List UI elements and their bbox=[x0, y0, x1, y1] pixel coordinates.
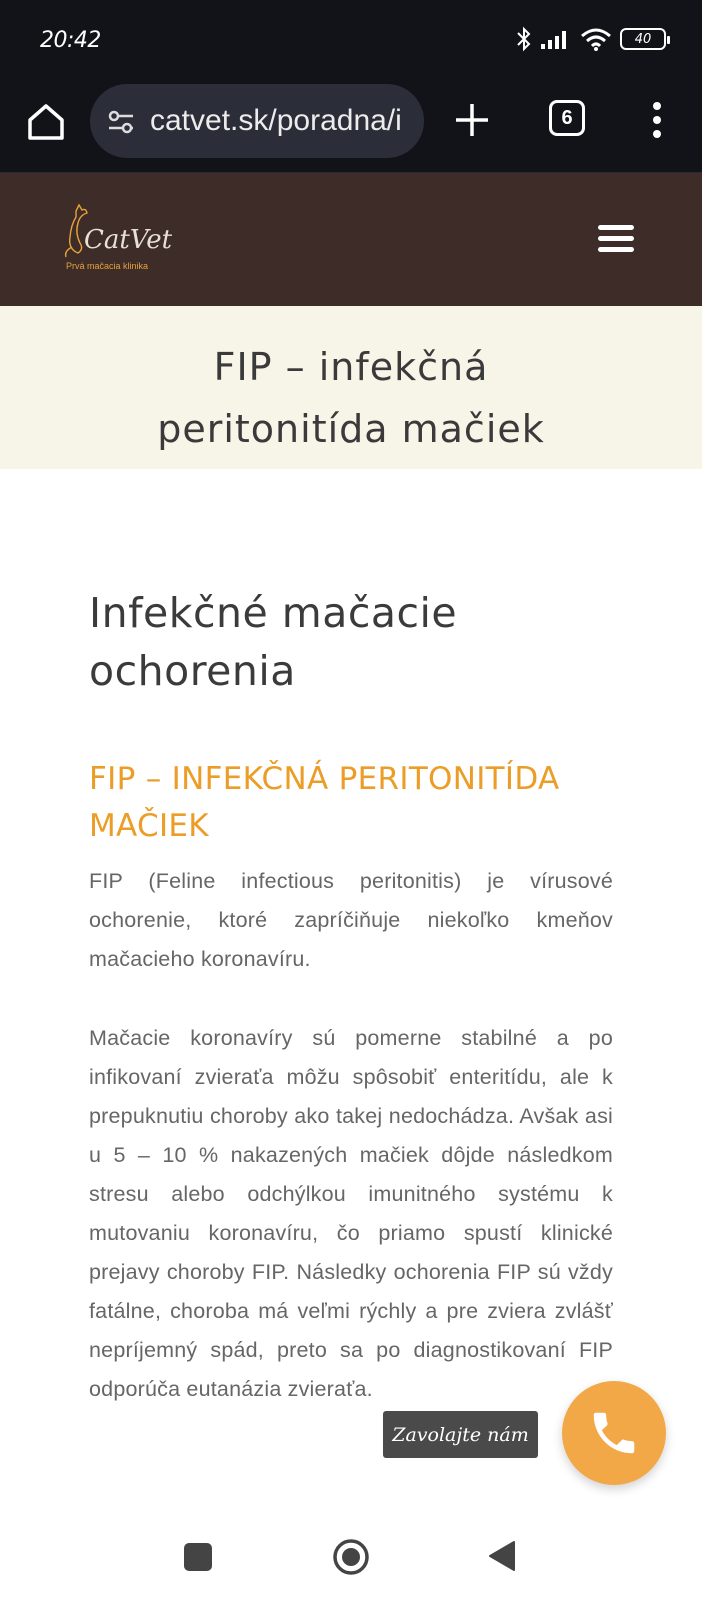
tabs-icon[interactable] bbox=[549, 100, 585, 136]
home-icon[interactable] bbox=[24, 100, 68, 144]
url-text[interactable]: catvet.sk/poradna/i bbox=[150, 104, 402, 137]
status-bar bbox=[0, 0, 702, 80]
system-nav-bar bbox=[0, 1513, 702, 1600]
article-paragraph-1: FIP (Feline infectious peritonitis) je vírusové ochorenie, ktoré zapríčiňuje niekoľko kmeňov mačacieho koronavíru. bbox=[89, 869, 613, 971]
tab-count: 6 bbox=[561, 106, 573, 129]
new-tab-icon[interactable] bbox=[452, 98, 492, 142]
page-title-band bbox=[0, 306, 702, 469]
hamburger-icon[interactable] bbox=[598, 225, 634, 255]
recents-icon[interactable] bbox=[184, 1543, 212, 1571]
category-heading: Infekčné mačacie ochorenia bbox=[89, 589, 458, 695]
site-header bbox=[0, 173, 702, 306]
catvet-logo[interactable] bbox=[62, 203, 173, 277]
page-title bbox=[0, 336, 702, 460]
logo-tagline: Prvá mačacia klinika bbox=[66, 261, 149, 271]
bluetooth-icon bbox=[516, 26, 532, 52]
phone-icon bbox=[587, 1406, 641, 1460]
article-heading: FIP – INFEKČNÁ PERITONITÍDA MAČIEK bbox=[89, 761, 560, 844]
site-settings-icon[interactable] bbox=[106, 108, 136, 136]
battery-level: 40 bbox=[634, 31, 652, 47]
article-paragraph-2: Mačacie koronavíry sú pomerne stabilné a po infikovaní zvieraťa môžu spôsobiť enteritídu, ale k prepuknutiu choroby ako takej nedochádza. Avšak asi u 5 – 10 % nakazených mačiek dôjde následkom stresu alebo odchýlkou imunitného systému k mutovaniu koronavíru, čo priamo spustí klinické prejavy choroby FIP. Následky ochorenia FIP sú vždy fatálne, choroba má veľmi rýchly a pre zviera zvlášť nepríjemný spád, preto sa po diagnostikovaní FIP odporúča eutanázia zvieraťa. bbox=[89, 1026, 613, 1401]
status-icons bbox=[516, 26, 666, 52]
svg-text:CatVet: CatVet bbox=[84, 225, 173, 255]
call-tooltip[interactable]: Zavolajte nám bbox=[383, 1411, 538, 1458]
browser-toolbar bbox=[0, 80, 702, 173]
page-title-line1: FIP – infekčná bbox=[213, 345, 489, 389]
signal-icon bbox=[540, 28, 572, 50]
article-content bbox=[89, 584, 613, 1409]
more-menu-icon[interactable] bbox=[645, 100, 669, 140]
page-title-line2: peritonitída mačiek bbox=[157, 407, 545, 451]
address-bar[interactable] bbox=[90, 84, 424, 158]
back-icon[interactable] bbox=[488, 1540, 516, 1572]
cat-logo-graphic bbox=[62, 203, 173, 259]
status-time: 20:42 bbox=[40, 28, 101, 53]
home-nav-icon[interactable] bbox=[331, 1537, 371, 1577]
call-button[interactable] bbox=[562, 1381, 666, 1485]
battery-icon bbox=[620, 28, 666, 50]
wifi-icon bbox=[580, 27, 612, 51]
